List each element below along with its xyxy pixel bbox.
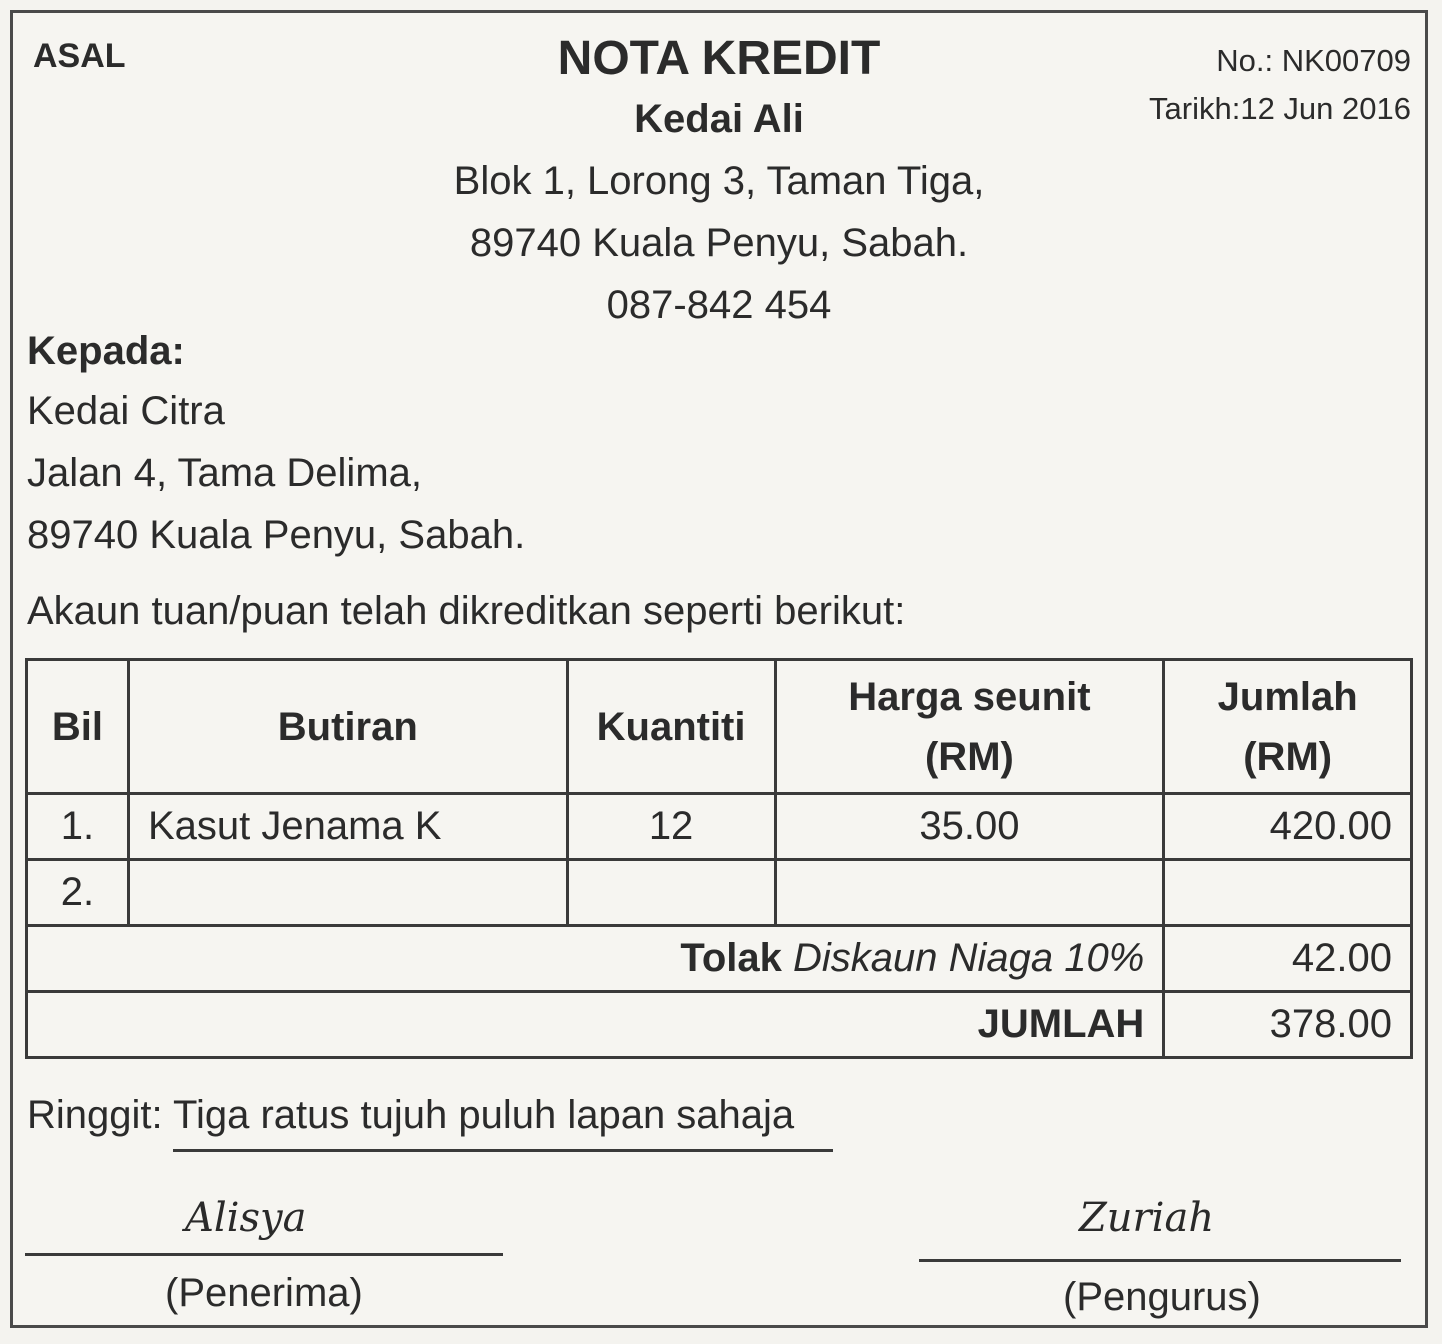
discount-row: [27, 926, 1412, 992]
intro-text: Akaun tuan/puan telah dikreditkan seperti berikut:: [27, 589, 906, 633]
copy-label: ASAL: [33, 37, 126, 75]
row-bil: 1.: [27, 794, 129, 860]
receiver-signature: Alisya: [185, 1195, 307, 1241]
row-desc: Kasut Jenama K: [128, 794, 567, 860]
discount-label: [27, 926, 1164, 992]
shop-address-line-1: Blok 1, Lorong 3, Taman Tiga,: [453, 159, 985, 203]
manager-signature-line: [919, 1259, 1401, 1262]
manager-signature: Zuriah: [1079, 1195, 1215, 1241]
recipient-address-line-1: Jalan 4, Tama Delima,: [27, 451, 422, 495]
document-title: NOTA KREDIT: [557, 32, 881, 85]
row-bil: 2.: [27, 860, 129, 926]
total-row: [27, 992, 1412, 1058]
row-qty: [567, 860, 775, 926]
table-header-row: [27, 660, 1412, 794]
total-amount: 378.00: [1164, 992, 1412, 1058]
total-label: JUMLAH: [27, 992, 1164, 1058]
table-row: [27, 860, 1412, 926]
header-bil: Bil: [27, 660, 129, 794]
header-butiran: Butiran: [128, 660, 567, 794]
row-qty: 12: [567, 794, 775, 860]
items-table: [25, 658, 1413, 1059]
note-date: Tarikh:12 Jun 2016: [1149, 91, 1411, 126]
ringgit-label: Ringgit:: [27, 1093, 163, 1137]
credit-note-sheet: [10, 10, 1428, 1328]
ringgit-words: Tiga ratus tujuh puluh lapan sahaja: [173, 1093, 795, 1137]
row-price: 35.00: [775, 794, 1164, 860]
shop-address-line-2: 89740 Kuala Penyu, Sabah.: [469, 221, 969, 265]
receiver-signature-line: [25, 1253, 503, 1256]
recipient-label: Kepada:: [27, 329, 185, 373]
manager-role: (Pengurus): [1063, 1275, 1261, 1319]
header-jumlah: [1164, 660, 1412, 794]
header-jumlah-label: Jumlah: [1217, 674, 1358, 719]
table-row: [27, 794, 1412, 860]
receiver-role: (Penerima): [165, 1271, 363, 1315]
row-amount: [1164, 860, 1412, 926]
header-harga-label: Harga seunit: [848, 674, 1091, 719]
header-kuantiti: Kuantiti: [567, 660, 775, 794]
row-amount: 420.00: [1164, 794, 1412, 860]
ringgit-underline: [173, 1149, 833, 1152]
discount-label-bold: Tolak: [680, 936, 782, 980]
recipient-address-line-2: 89740 Kuala Penyu, Sabah.: [27, 513, 526, 557]
discount-amount: 42.00: [1164, 926, 1412, 992]
shop-name: Kedai Ali: [634, 97, 804, 141]
row-price: [775, 860, 1164, 926]
note-number: No.: NK00709: [1216, 43, 1411, 78]
discount-label-italic: Diskaun Niaga 10%: [793, 936, 1145, 980]
header-jumlah-unit: (RM): [1243, 734, 1333, 779]
header-harga: [775, 660, 1164, 794]
recipient-name: Kedai Citra: [27, 389, 225, 433]
header-harga-unit: (RM): [924, 734, 1014, 779]
shop-phone: 087-842 454: [606, 283, 832, 327]
row-desc: [128, 860, 567, 926]
